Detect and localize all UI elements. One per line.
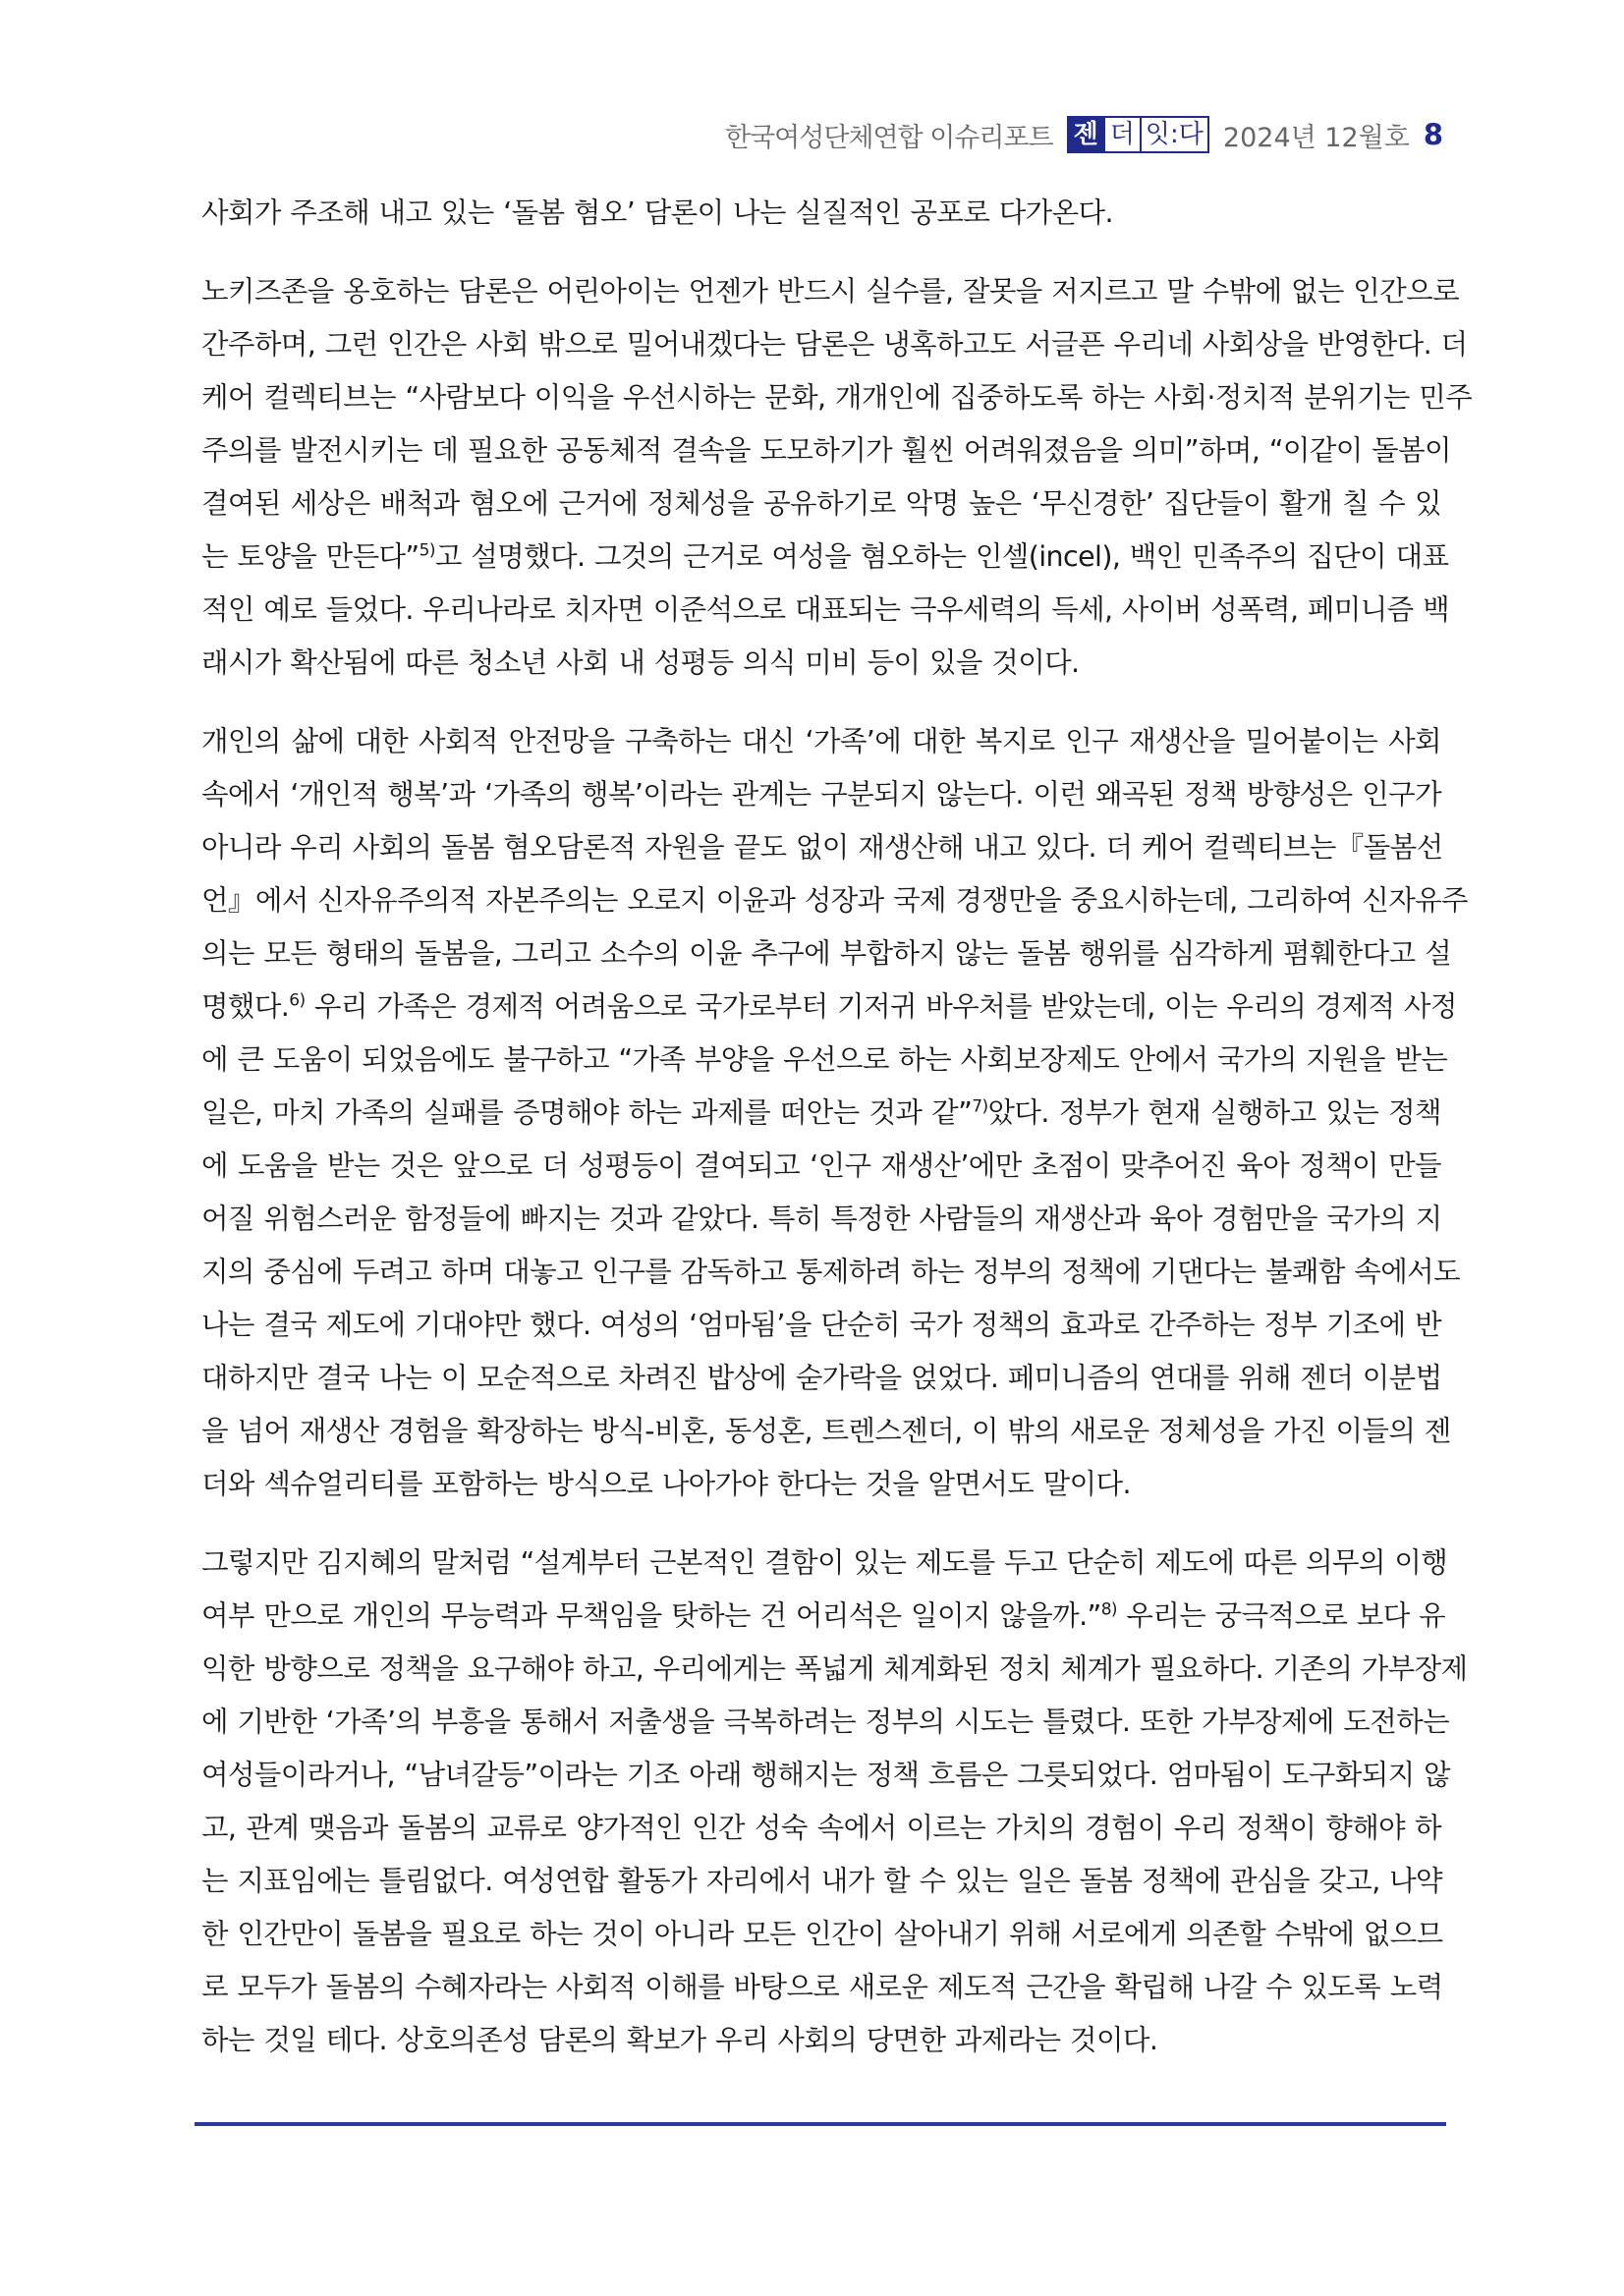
text-line: 언』에서 신자유주의적 자본주의는 오로지 이윤과 성장과 국제 경쟁만을 중요시하는데, 그리하여 신자유주	[201, 884, 1468, 917]
text-line: 에 기반한 ‘가족’의 부흥을 통해서 저출생을 극복하려는 정부의 시도는 틀렸다. 또한 가부장제에 도전하는	[201, 1706, 1449, 1738]
text-line: 여성들이라거나, “남녀갈등”이라는 기조 아래 행해지는 정책 흐름은 그릇되었다. 엄마됨이 도구화되지 않	[201, 1759, 1450, 1791]
report-series-title: 한국여성단체연합 이슈리포트	[725, 122, 1053, 153]
logo-part-1: 젠	[1069, 118, 1103, 151]
text-line: 래시가 확산됨에 따른 청소년 사회 내 성평등 의식 미비 등이 있을 것이다.	[201, 646, 1080, 679]
footnote-marker: 6)	[289, 990, 306, 1011]
text-line: 을 넘어 재생산 경험을 확장하는 방식-비혼, 동성혼, 트렌스젠더, 이 밖의 새로운 정체성을 가진 이들의 젠	[201, 1415, 1451, 1447]
gender-itda-logo	[1067, 116, 1209, 153]
text-line: 일은, 마치 가족의 실패를 증명해야 하는 과제를 떠안는 것과 같”$^{7)}$았다. 정부가 현재 실행하고 있는 정책	[201, 1096, 1441, 1129]
text-line: 사회가 주조해 내고 있는 ‘돌봄 혐오’ 담론이 나는 실질적인 공포로 다가온다.	[201, 196, 1113, 229]
page-number: 8	[1423, 118, 1443, 151]
text-line: 고, 관계 맺음과 돌봄의 교류로 양가적인 인간 성숙 속에서 이르는 가치의 경험이 우리 정책이 향해야 하	[201, 1812, 1441, 1844]
text-line: 는 지표임에는 틀림없다. 여성연합 활동가 자리에서 내가 할 수 있는 일은 돌봄 정책에 관심을 갖고, 나약	[201, 1865, 1442, 1897]
text-line: 한 인간만이 돌봄을 필요로 하는 것이 아니라 모든 인간이 살아내기 위해 서로에게 의존할 수밖에 없으므	[201, 1918, 1443, 1950]
text-line: 지의 중심에 두려고 하며 대놓고 인구를 감독하고 통제하려 하는 정부의 정책에 기댄다는 불쾌함 속에서도	[201, 1256, 1461, 1288]
text-line: 노키즈존을 옹호하는 담론은 어린아이는 언젠가 반드시 실수를, 잘못을 저지르고 말 수밖에 없는 인간으로	[201, 275, 1460, 308]
page-header	[725, 110, 1443, 159]
text-line: 나는 결국 제도에 기대야만 했다. 여성의 ‘엄마됨’을 단순히 국가 정책의 효과로 간주하는 정부 기조에 반	[201, 1309, 1441, 1341]
paragraph	[201, 1537, 1468, 2067]
text-line: 주의를 발전시키는 데 필요한 공동체적 결속을 도모하기가 훨씬 어려워졌음을 의미”하며, “이같이 돌봄이	[201, 434, 1451, 467]
footnote-marker: 8)	[1100, 1599, 1117, 1620]
text-line: 그렇지만 김지혜의 말처럼 “설계부터 근본적인 결함이 있는 제도를 두고 단순히 제도에 따른 의무의 이행	[201, 1546, 1448, 1579]
text-line: 결여된 세상은 배척과 혐오에 근거에 정체성을 공유하기로 악명 높은 ‘무신경한’ 집단들이 활개 칠 수 있	[201, 487, 1441, 520]
text-line: 명했다.$^{6)}$ 우리 가족은 경제적 어려움으로 국가로부터 기저귀 바우처를 받았는데, 이는 우리의 경제적 사정	[201, 990, 1457, 1023]
logo-part-2: 더	[1103, 118, 1140, 151]
text-line: 개인의 삶에 대한 사회적 안전망을 구축하는 대신 ‘가족’에 대한 복지로 인구 재생산을 밀어붙이는 사회	[201, 725, 1441, 757]
article-body	[201, 187, 1473, 2093]
text-line: 하는 것일 테다. 상호의존성 담론의 확보가 우리 사회의 당면한 과제라는 것이다.	[201, 2024, 1158, 2056]
text-line: 여부 만으로 개인의 무능력과 무책임을 탓하는 건 어리석은 일이지 않을까.”$^{8)}$ 우리는 궁극적으로 보다 유	[201, 1599, 1446, 1632]
paragraph	[201, 715, 1468, 1511]
text-line: 속에서 ‘개인적 행복’과 ‘가족의 행복’이라는 관계는 구분되지 않는다. 이런 왜곡된 정책 방향성은 인구가	[201, 778, 1441, 811]
text-line: 케어 컬렉티브는 “사람보다 이익을 우선시하는 문화, 개개인에 집중하도록 하는 사회·정치적 분위기는 민주	[201, 381, 1473, 414]
text-line: 의는 모든 형태의 돌봄을, 그리고 소수의 이윤 추구에 부합하지 않는 돌봄 행위를 심각하게 폄훼한다고 설	[201, 937, 1451, 970]
paragraph	[201, 265, 1473, 690]
text-line: 대하지만 결국 나는 이 모순적으로 차려진 밥상에 숟가락을 얹었다. 페미니즘의 연대를 위해 젠더 이분법	[201, 1362, 1442, 1394]
logo-part-3: 잇:다	[1140, 118, 1207, 151]
footer-rule	[195, 2122, 1446, 2126]
text-line: 아니라 우리 사회의 돌봄 혐오담론적 자원을 끝도 없이 재생산해 내고 있다. 더 케어 컬렉티브는『돌봄선	[201, 831, 1443, 864]
text-line: 간주하며, 그런 인간은 사회 밖으로 밀어내겠다는 담론은 냉혹하고도 서글픈 우리네 사회상을 반영한다. 더	[201, 328, 1468, 361]
text-line: 에 큰 도움이 되었음에도 불구하고 “가족 부양을 우선으로 하는 사회보장제도 안에서 국가의 지원을 받는	[201, 1043, 1448, 1076]
text-line: 는 토양을 만든다”$^{5)}$고 설명했다. 그것의 근거로 여성을 혐오하는 인셀(incel), 백인 민족주의 집단이 대표	[201, 540, 1449, 573]
text-line: 로 모두가 돌봄의 수혜자라는 사회적 이해를 바탕으로 새로운 제도적 근간을 확립해 나갈 수 있도록 노력	[201, 1971, 1443, 2003]
text-line: 에 도움을 받는 것은 앞으로 더 성평등이 결여되고 ‘인구 재생산’에만 초점이 맞추어진 육아 정책이 만들	[201, 1149, 1441, 1182]
issue-date: 2024년 12월호	[1222, 122, 1410, 153]
text-line: 적인 예로 들었다. 우리나라로 치자면 이준석으로 대표되는 극우세력의 득세, 사이버 성폭력, 페미니즘 백	[201, 593, 1449, 626]
text-line: 어질 위험스러운 함정들에 빠지는 것과 같았다. 특히 특정한 사람들의 재생산과 육아 경험만을 국가의 지	[201, 1203, 1442, 1235]
paragraph	[201, 187, 1441, 240]
footnote-marker: 7)	[972, 1096, 988, 1117]
text-line: 익한 방향으로 정책을 요구해야 하고, 우리에게는 폭넓게 체계화된 정치 체계가 필요하다. 기존의 가부장제	[201, 1652, 1468, 1685]
footnote-marker: 5)	[419, 540, 435, 561]
text-line: 더와 섹슈얼리티를 포함하는 방식으로 나아가야 한다는 것을 알면서도 말이다.	[201, 1468, 1131, 1500]
